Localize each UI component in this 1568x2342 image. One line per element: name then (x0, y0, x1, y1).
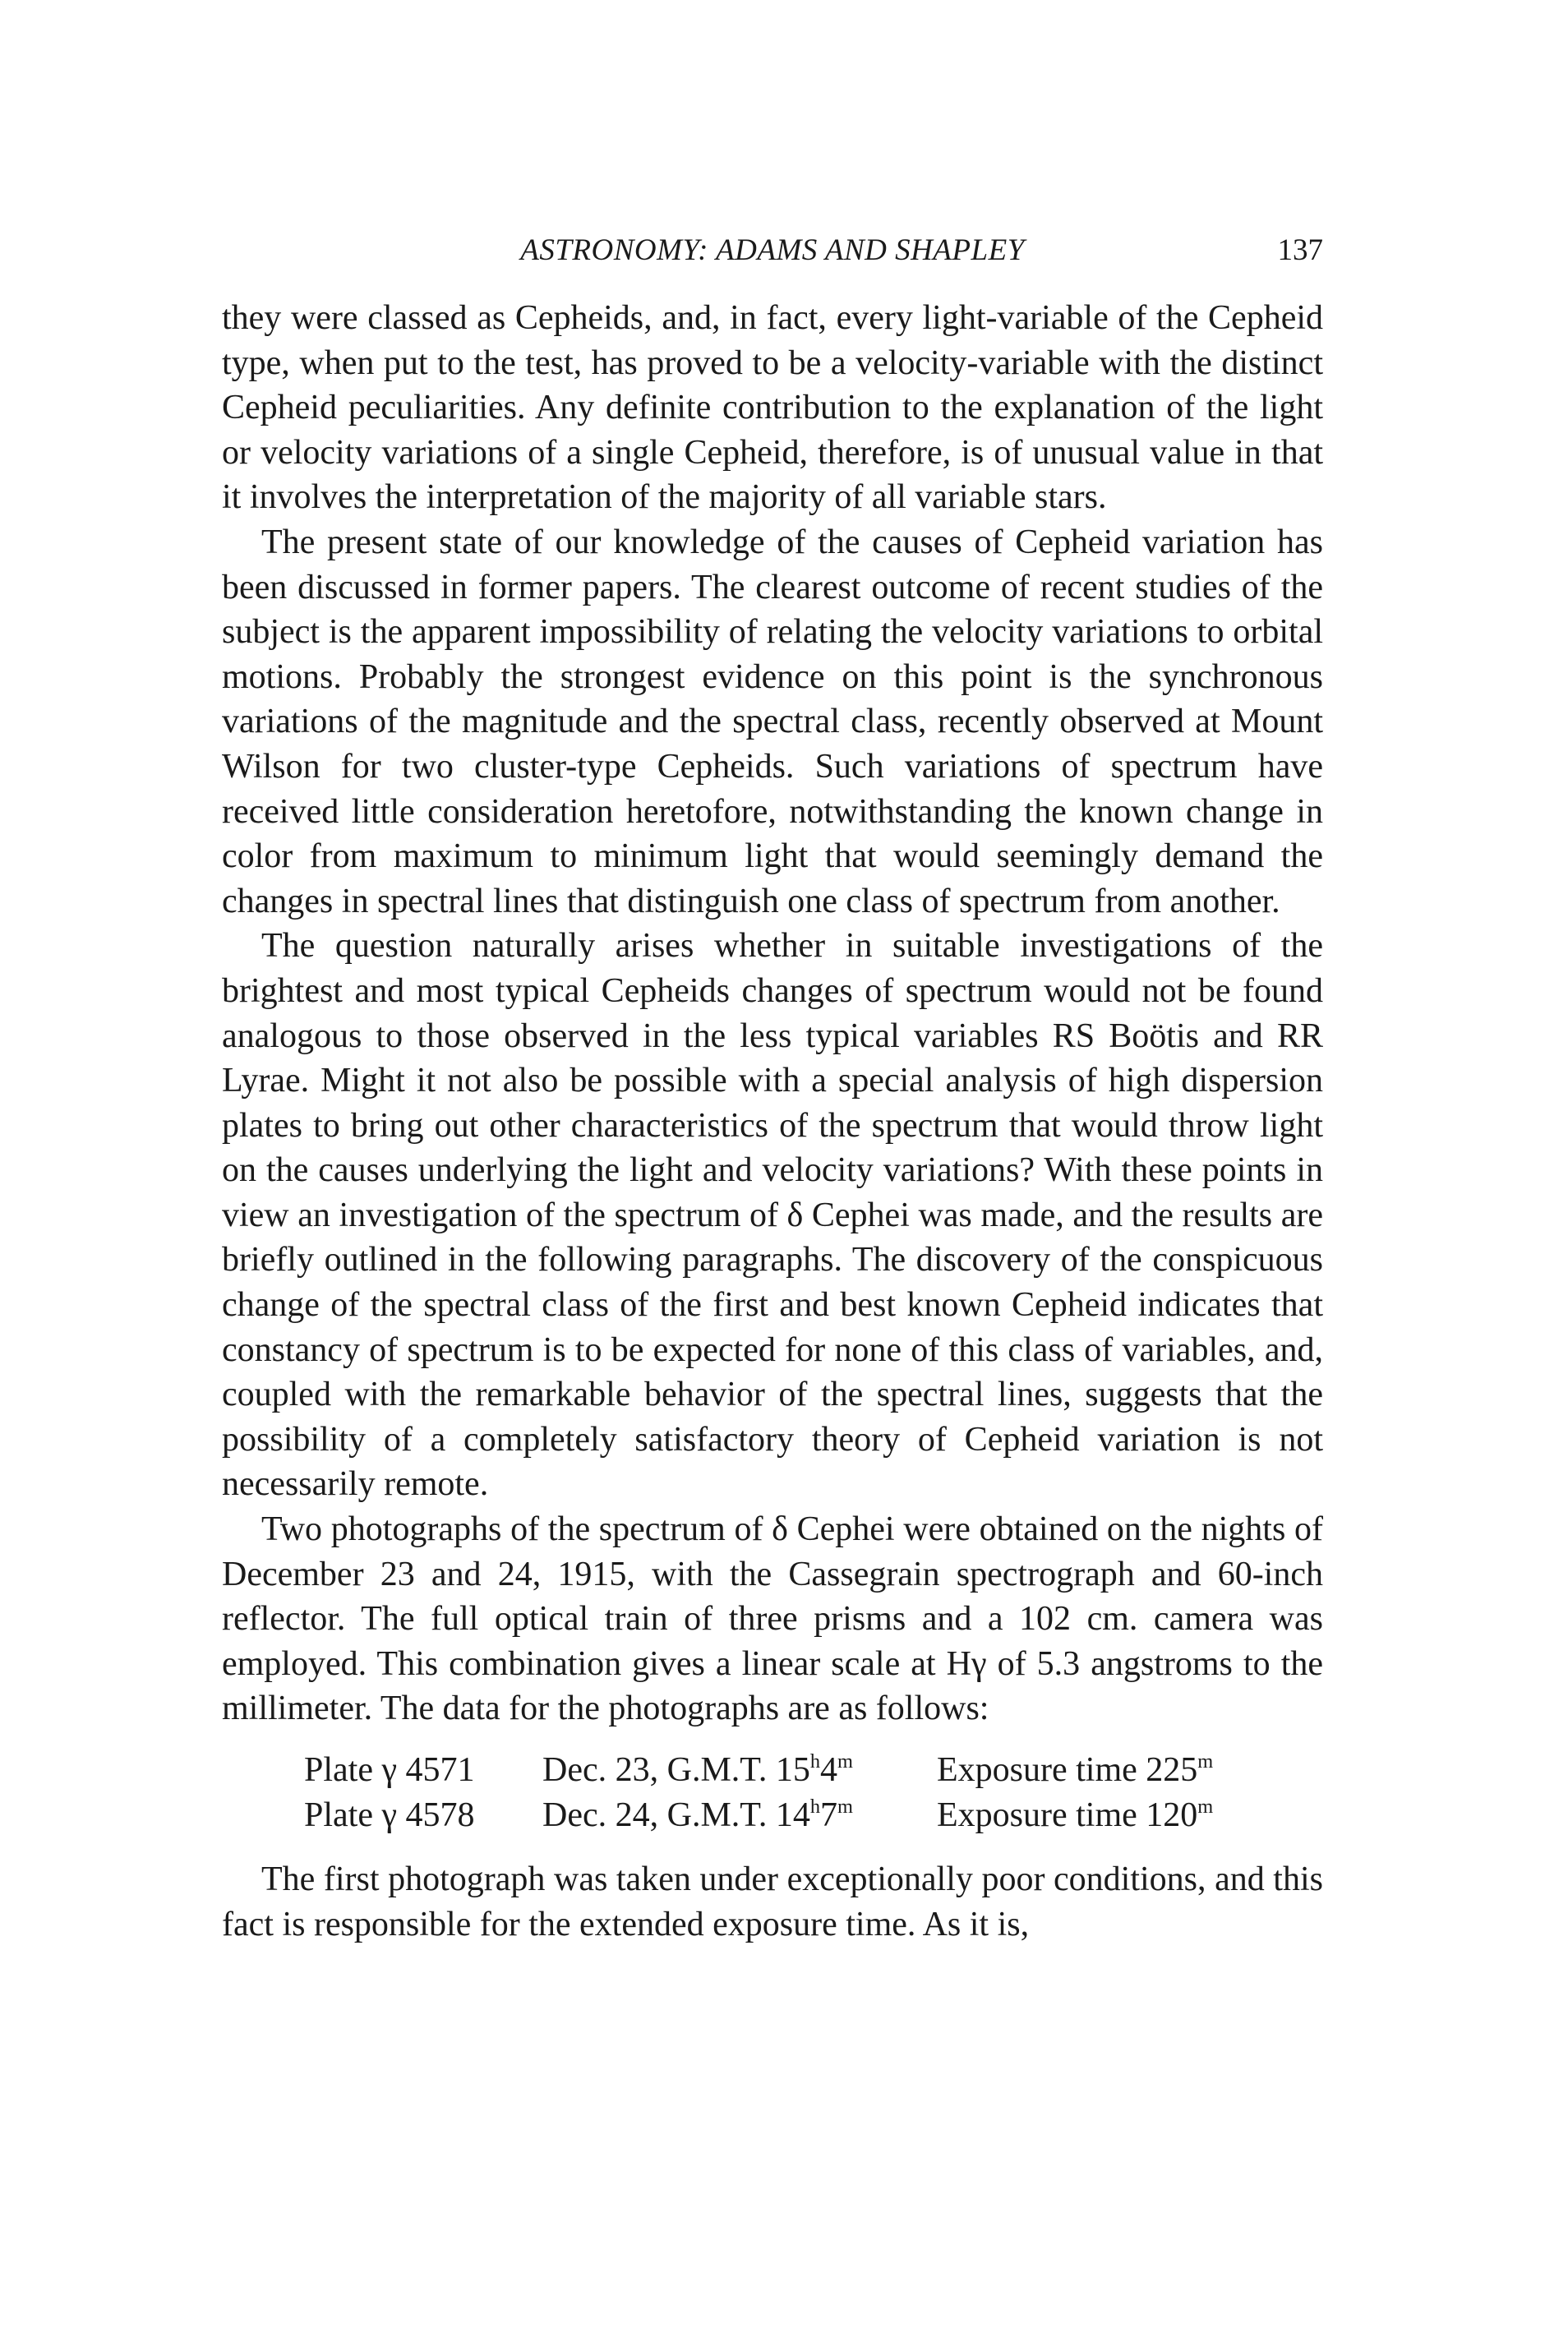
minute-value: 4 (820, 1751, 838, 1789)
paragraph-2: The present state of our knowledge of the causes of Cepheid variation has been discussed in former papers. The clearest outcome of recent studies of the subject is the apparent impossibility of relating the velocity variations to orbital motions. Probably the strongest evidence on this point is the synchronous variations of the magnitude and the spectral class, recently observed at Mount Wilson for two cluster-type Cepheids. Such variations of spectrum have received little consideration heretofore, notwithstanding the known change in color from maximum to minimum light that would seemingly demand the changes in spectral lines that distinguish one class of spectrum from another. (222, 523, 1323, 920)
plate-row (304, 1793, 1213, 1838)
hour-unit: h (809, 1795, 821, 1818)
plate-date: Dec. 23, G.M.T. 15 (542, 1751, 810, 1789)
minute-value: 7 (820, 1796, 838, 1834)
exposure-unit: m (1197, 1750, 1214, 1773)
body-text (222, 296, 1323, 1947)
paragraph-4: Two photographs of the spectrum of δ Cephei were obtained on the nights of December 23 and 24, 1915, with the Cassegrain spectrograph and 60-inch reflector. The full optical train of three prisms and a 102 cm. camera was employed. This combination gives a linear scale at Hγ of 5.3 angstroms to the millimeter. The data for the photographs are as follows: (222, 1510, 1323, 1728)
exposure-text: Exposure time 120 (937, 1796, 1198, 1834)
paragraph-5: The first photograph was taken under exceptionally poor conditions, and this fact is responsible for the extended exposure time. As it is, (222, 1860, 1323, 1943)
running-header (222, 233, 1323, 274)
minute-unit: m (837, 1795, 853, 1818)
plate-row (304, 1748, 1213, 1793)
plate-date-time (542, 1793, 937, 1838)
minute-unit: m (837, 1750, 853, 1773)
plate-table (304, 1748, 1213, 1837)
plate-exposure (937, 1748, 1213, 1793)
paragraph-3: The question naturally arises whether in suitable investigations of the brightest and most typical Cepheids changes of spectrum would not be found analogous to those observed in the less typical variables RS Boötis and RR Lyrae. Might it not also be possible with a special analysis of high dispersion plates to bring out other characteristics of the spectrum that would throw light on the causes underlying the light and velocity variations? With these points in view an investigation of the spectrum of δ Cephei was made, and the results are briefly outlined in the following paragraphs. The discovery of the conspicuous change of the spectral class of the first and best known Cepheid indicates that constancy of spectrum is to be expected for none of this class of variables, and, coupled with the remarkable behavior of the spectral lines, suggests that the possibility of a completely satisfactory theory of Cepheid variation is not necessarily remote. (222, 927, 1323, 1504)
plate-exposure (937, 1793, 1213, 1838)
plate-date: Dec. 24, G.M.T. 14 (542, 1796, 810, 1834)
plate-date-time (542, 1748, 937, 1793)
page-number: 137 (1277, 233, 1323, 267)
hour-unit: h (809, 1750, 821, 1773)
plate-id: Plate γ 4578 (304, 1796, 475, 1834)
exposure-text: Exposure time 225 (937, 1751, 1198, 1789)
running-title: ASTRONOMY: ADAMS AND SHAPLEY (520, 233, 1025, 267)
exposure-unit: m (1197, 1795, 1214, 1818)
paragraph-1: they were classed as Cepheids, and, in fact, every light-variable of the Cepheid type, when put to the test, has proved to be a velocity-variable with the distinct Cepheid peculiarities. Any definite contribution to the explanation of the light or velocity variations of a single Cepheid, therefore, is of unusual value in that it involves the interpretation of the majority of all variable stars. (222, 299, 1323, 517)
plate-id: Plate γ 4571 (304, 1751, 475, 1789)
